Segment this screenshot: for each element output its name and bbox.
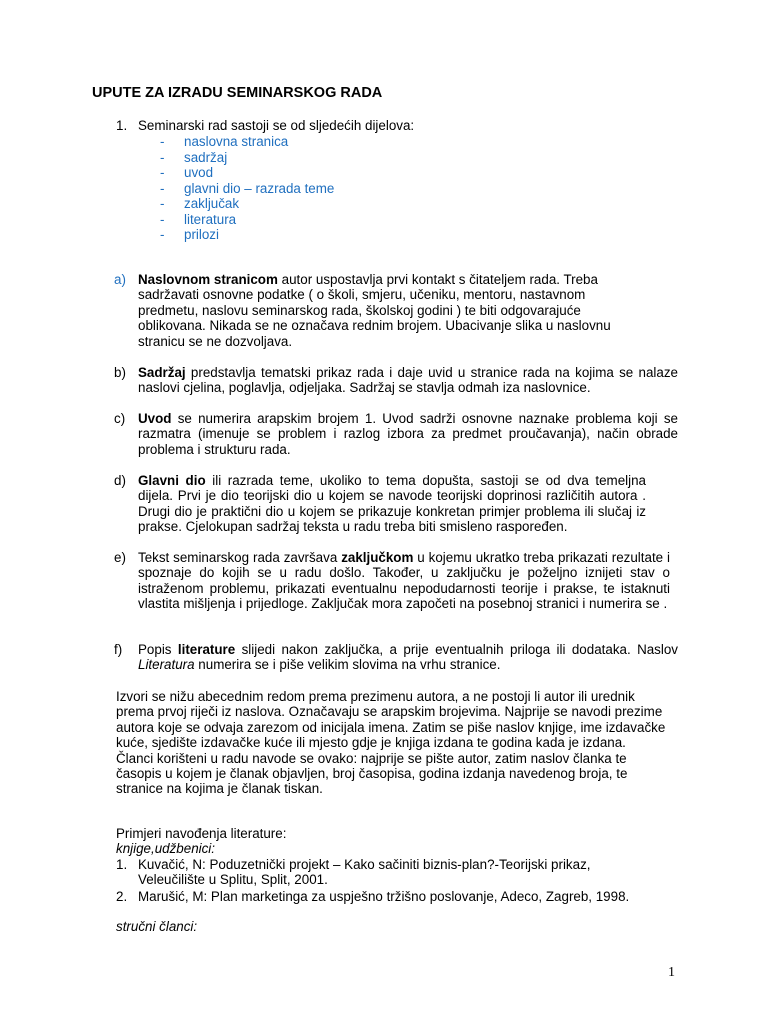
section-body — [138, 473, 646, 535]
section-marker: e) — [114, 550, 126, 565]
list-dash: - — [160, 149, 165, 165]
intro-text: Seminarski rad sastoji se od sljedećih dijelova: — [138, 118, 415, 133]
section-main-part — [114, 473, 678, 535]
section-text-after: numerira se i piše velikim slovima na vrhu stranice. — [194, 657, 501, 673]
section-keyword: Glavni dio — [138, 473, 206, 488]
articles-heading: stručni članci: — [116, 919, 198, 934]
example-text: Kuvačić, N: Poduzetnički projekt – Kako sačiniti biznis-plan?-Teorijski prikaz, Veleučilište u Splitu, Split, 2001. — [138, 857, 591, 888]
examples-heading: Primjeri navođenja literature: — [116, 826, 287, 841]
section-keyword: zaključkom — [341, 550, 414, 565]
section-italic: Literatura — [138, 657, 195, 673]
section-text: ili razrada teme, ukoliko to tema dopušta, sastoji se od dva temeljna dijela. Prvi je dio teorijski dio u kojem se navode teorijski doprinosi različitih autora . Drugi dio je praktični dio u kojem se prikazuje konkretan primjer problema ili slučaj iz prakse. Cjelokupan sadržaj teksta u radu treba biti smisleno raspoređen. — [138, 473, 646, 535]
list-dash: - — [160, 180, 165, 196]
list-item — [116, 857, 676, 888]
example-number: 1. — [116, 857, 128, 872]
section-text: autor uspostavlja prvi kontakt s čitateljem rada. Treba sadržavati osnovne podatke ( o školi, smjeru, učeniku, mentoru, nastavnom predmetu, naslovu seminarskog rada, školskoj godini ) te biti odgovarajuće oblikovana. Nikada se ne označava rednim brojem. Ubacivanje slika u naslovnu stranicu se ne dozvoljava. — [138, 272, 611, 349]
list-item-label: glavni dio – razrada teme — [184, 180, 335, 196]
section-text: u kojemu ukratko treba prikazati rezultate i spoznaje do kojih se u radu došlo. Također, u zaključku je poželjno iznijeti stav o istraženom problemu, prikazati eventualnu nepodudarnosti teorije i prakse, te istaknuti vlastita mišljenja i prijedloge. Zaključak mora započeti na posebnoj stranici i numerira se . — [138, 550, 670, 612]
section-contents — [114, 365, 678, 396]
list-item-label: sadržaj — [184, 149, 228, 165]
section-text: predstavlja tematski prikaz rada i daje uvid u stranice rada na kojima se nalaze naslovi cjelina, poglavlja, odjeljaka. Sadržaj se stavlja odmah iza naslovnice. — [138, 365, 678, 396]
section-keyword: Sadržaj — [138, 365, 186, 380]
articles-text: Članci korišteni u radu navode se ovako: najprije se pište autor, zatim naslov članka te časopis u kojem je članak objavljen, broj časopisa, godina izdanja navedenog broja, te stranice na kojima je članak tiskan. — [116, 750, 628, 797]
section-text: slijedi nakon zaključka, a prije eventualnih priloga ili dodataka. Naslov — [235, 642, 678, 657]
section-body — [138, 272, 614, 349]
section-body — [138, 642, 678, 673]
list-dash: - — [160, 196, 165, 211]
section-body — [138, 550, 670, 612]
list-item-label: uvod — [184, 165, 214, 180]
section-text-before: Tekst seminarskog rada završava — [138, 550, 342, 565]
list-item — [116, 889, 676, 904]
section-introduction — [114, 411, 678, 457]
section-keyword: literature — [177, 642, 236, 657]
list-dash: - — [160, 165, 165, 180]
section-marker: b) — [114, 365, 126, 380]
section-text-before: Popis — [138, 642, 178, 657]
example-text: Marušić, M: Plan marketinga za uspješno tržišno poslovanje, Adeco, Zagreb, 1998. — [138, 889, 630, 904]
example-number: 2. — [116, 889, 128, 904]
intro-number: 1. — [116, 118, 128, 133]
list-dash: - — [160, 134, 165, 149]
list-dash: - — [160, 211, 165, 227]
page-number: 1 — [668, 965, 675, 980]
sources-text: Izvori se nižu abecednim redom prema prezimenu autora, a ne postoji li autor ili urednik prema prvoj riječi iz naslova. Označavaju se arapskim brojevima. Najprije se navodi prezime autora koje se odvaja zarezom od inicijala imena. Zatim se piše naslov knjige, ime izdavačke kuće, sjedište izdavačke kuće ili mjesto gdje je knjiga izdana te godina kada je izdana. — [116, 689, 666, 751]
section-literature — [114, 642, 678, 673]
section-marker: a) — [114, 272, 126, 287]
books-heading: knjige,udžbenici: — [116, 841, 216, 857]
examples-heading-block — [116, 826, 678, 857]
section-marker: c) — [114, 411, 126, 426]
list-item-label: naslovna stranica — [184, 134, 289, 149]
list-item-label: prilozi — [184, 227, 219, 242]
section-title-page — [114, 272, 678, 349]
section-keyword: Naslovnom stranicom — [138, 272, 278, 287]
list-item-label: literatura — [184, 211, 237, 227]
list-item-label: zaključak — [184, 196, 240, 211]
section-body — [138, 411, 678, 457]
section-conclusion — [114, 550, 678, 612]
section-body — [138, 365, 678, 396]
section-marker: f) — [114, 642, 123, 657]
list-dash: - — [160, 227, 165, 242]
section-keyword: Uvod — [138, 411, 172, 426]
sources-paragraph — [116, 689, 670, 797]
page-title: UPUTE ZA IZRADU SEMINARSKOG RADA — [92, 85, 383, 101]
section-text: se numerira arapskim brojem 1. Uvod sadrži osnovne naznake problema koji se razmatra (imenuje se problem i razlog izbora za predmet proučavanja), način obrade problema i strukturu rada. — [138, 411, 678, 457]
section-marker: d) — [114, 473, 126, 488]
